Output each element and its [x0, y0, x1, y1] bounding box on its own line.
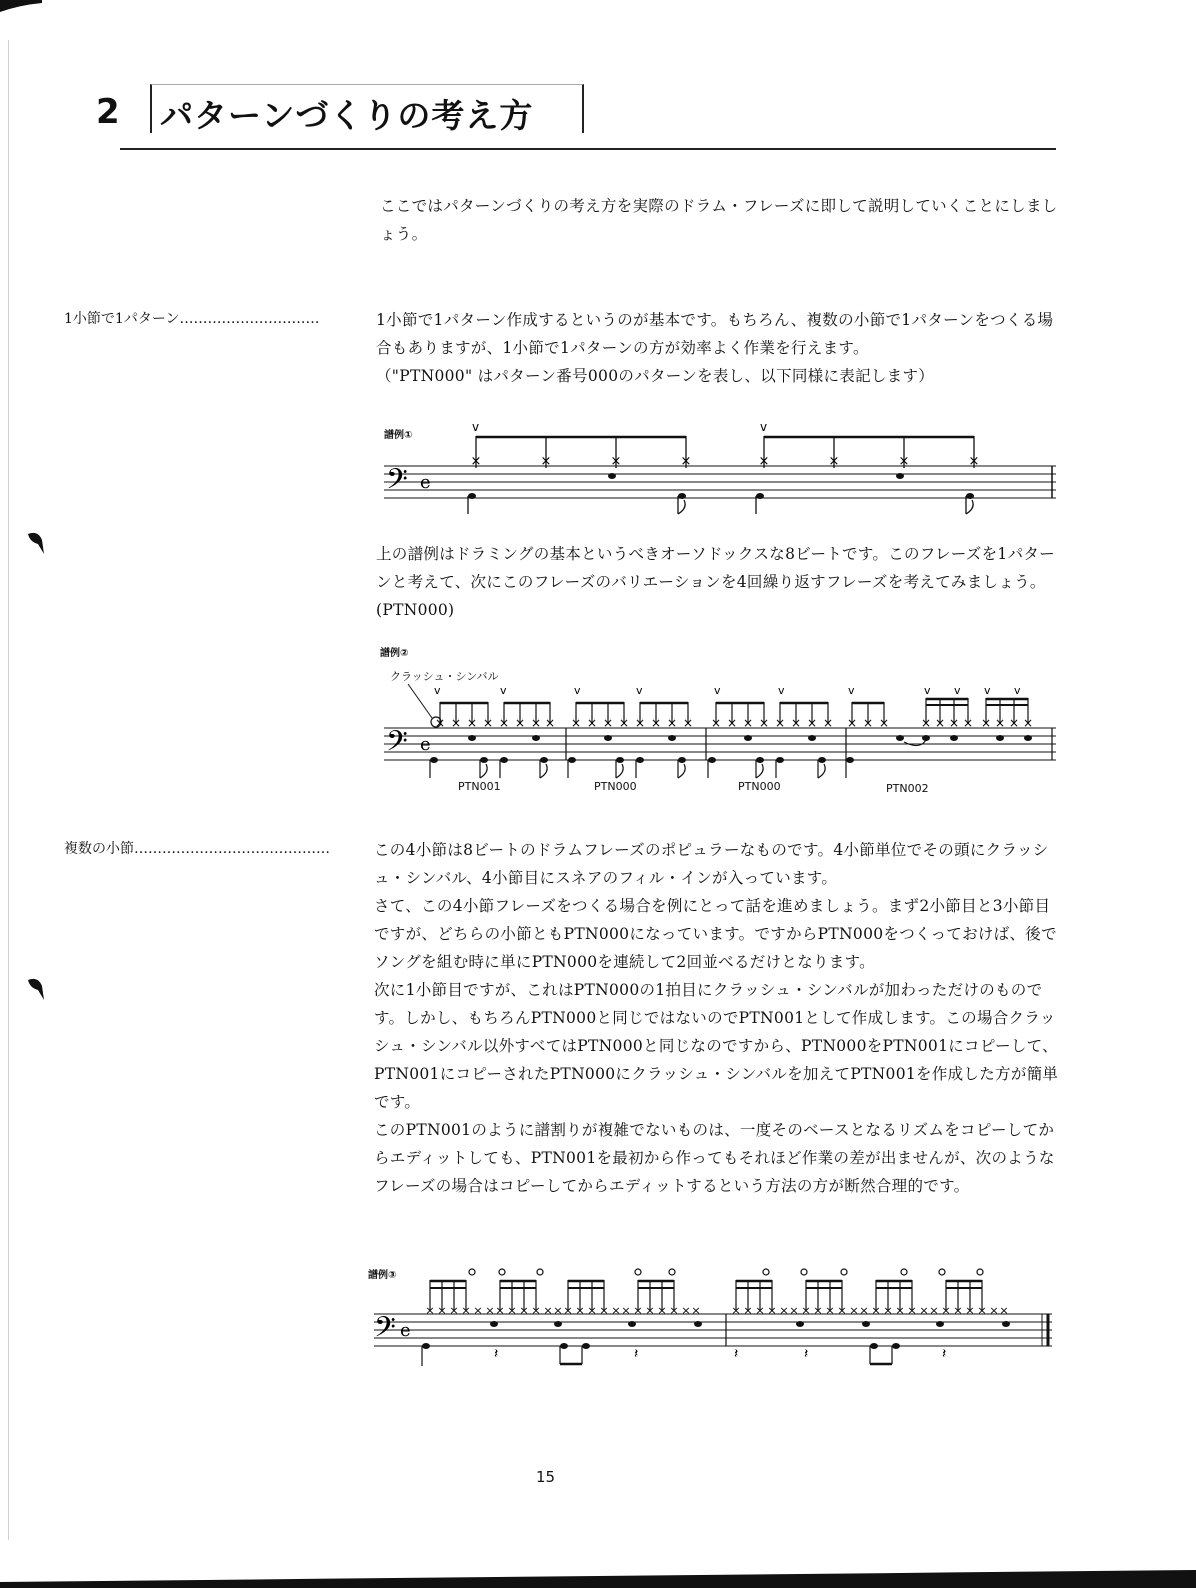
pattern-label-3: PTN000: [738, 780, 781, 793]
section-number: 2: [96, 92, 120, 132]
svg-text:×: ×: [907, 1304, 917, 1317]
score-example-1: [380, 418, 1060, 518]
svg-text:×: ×: [450, 716, 462, 730]
svg-text:×: ×: [883, 1304, 893, 1317]
svg-text:×: ×: [801, 1304, 811, 1317]
svg-text:×: ×: [789, 1304, 799, 1317]
score-example-3: [370, 1262, 1060, 1372]
svg-text:×: ×: [859, 1304, 869, 1317]
svg-text:×: ×: [731, 1304, 741, 1317]
block2-paragraph-4: このPTN001のように譜割りが複雑でないものは、一度そのベースとなるリズムをコピーしてからエディットしても、PTN001を最初から作ってもそれほど作業の差が出ませんが、次のようなフレーズの場合はコピーしてからエディットするという方法の方が断然合理的です。: [374, 1121, 1055, 1195]
svg-text:×: ×: [825, 1304, 835, 1317]
svg-text:×: ×: [941, 1304, 951, 1317]
svg-text:×: ×: [470, 454, 482, 469]
binding-hole-mark: [26, 530, 46, 556]
svg-text:v: v: [714, 684, 721, 697]
block2-text: [374, 836, 1064, 1200]
svg-text:𝄽: 𝄽: [804, 1346, 809, 1362]
svg-text:×: ×: [610, 454, 622, 469]
svg-text:×: ×: [726, 716, 738, 730]
svg-text:×: ×: [767, 1304, 777, 1317]
svg-text:v: v: [500, 684, 507, 697]
svg-text:×: ×: [498, 716, 510, 730]
svg-text:×: ×: [813, 1304, 823, 1317]
svg-text:×: ×: [543, 1304, 553, 1317]
svg-text:×: ×: [437, 1304, 447, 1317]
svg-text:×: ×: [586, 716, 598, 730]
svg-text:×: ×: [563, 1304, 573, 1317]
svg-text:×: ×: [1022, 716, 1034, 730]
svg-text:×: ×: [968, 454, 980, 469]
svg-text:×: ×: [553, 1304, 563, 1317]
svg-text:×: ×: [837, 1304, 847, 1317]
svg-text:𝄽: 𝄽: [494, 1346, 499, 1362]
svg-text:×: ×: [485, 1304, 495, 1317]
svg-text:×: ×: [495, 1304, 505, 1317]
svg-text:×: ×: [666, 716, 678, 730]
block2-paragraph-2: さて、この4小節フレーズをつくる場合を例にとって話を進めましょう。まず2小節目と3小節目ですが、どちらの小節ともPTN000になっています。ですからPTN000をつくっておけば、後でソングを組む時に単にPTN000を連続して2回並べるだけとなります。: [374, 897, 1057, 971]
binding-hole-mark: [26, 976, 46, 1002]
svg-text:×: ×: [862, 716, 874, 730]
svg-text:v: v: [574, 684, 581, 697]
side-label-one-bar: 1小節で1パターン…………………………: [64, 311, 320, 327]
svg-text:×: ×: [680, 454, 692, 469]
svg-text:×: ×: [633, 1304, 643, 1317]
svg-text:×: ×: [540, 454, 552, 469]
svg-text:×: ×: [828, 454, 840, 469]
svg-text:×: ×: [466, 716, 478, 730]
svg-text:𝄢: 𝄢: [374, 1311, 396, 1351]
svg-text:×: ×: [965, 1304, 975, 1317]
intro-paragraph: ここではパターンづくりの考え方を実際のドラム・フレーズに即して説明していくことにしましょう。: [380, 197, 1058, 243]
margin-line: [8, 40, 9, 1540]
svg-text:×: ×: [602, 716, 614, 730]
svg-text:×: ×: [473, 1304, 483, 1317]
svg-text:×: ×: [977, 1304, 987, 1317]
svg-text:×: ×: [779, 1304, 789, 1317]
scan-corner-mark: [0, 0, 42, 14]
pattern-label-4: PTN002: [886, 782, 929, 795]
svg-text:×: ×: [989, 1304, 999, 1317]
svg-text:×: ×: [519, 1304, 529, 1317]
svg-text:×: ×: [980, 716, 992, 730]
svg-text:×: ×: [634, 716, 646, 730]
svg-text:×: ×: [742, 716, 754, 730]
svg-text:×: ×: [482, 716, 494, 730]
svg-text:×: ×: [587, 1304, 597, 1317]
svg-text:×: ×: [1008, 716, 1020, 730]
block2-paragraph-3: 次に1小節目ですが、これはPTN000の1拍目にクラッシュ・シンバルが加わっただけのものです。しかし、もちろんPTN000と同じではないのでPTN001として作成します。この場合クラッシュ・シンバル以外すべてはPTN000と同じなのですから、PTN000をPTN001にコピーして、PTN001にコピーされたPTN000にクラッシュ・シンバルを加えてPTN001を作成した方が簡単です。: [374, 981, 1059, 1111]
svg-text:𝄢: 𝄢: [386, 725, 408, 765]
svg-text:×: ×: [575, 1304, 585, 1317]
page-number: 15: [536, 1468, 556, 1486]
svg-text:v: v: [954, 684, 961, 697]
svg-text:×: ×: [790, 716, 802, 730]
svg-text:×: ×: [611, 1304, 621, 1317]
svg-text:×: ×: [691, 1304, 701, 1317]
svg-text:𝄢: 𝄢: [386, 463, 408, 503]
pattern-label-1: PTN001: [458, 780, 501, 793]
svg-text:×: ×: [681, 1304, 691, 1317]
svg-text:×: ×: [621, 1304, 631, 1317]
svg-text:×: ×: [425, 1304, 435, 1317]
svg-text:×: ×: [849, 1304, 859, 1317]
svg-text:v: v: [636, 684, 643, 697]
svg-text:𝄽: 𝄽: [734, 1346, 739, 1362]
svg-text:×: ×: [758, 716, 770, 730]
svg-text:×: ×: [999, 1304, 1009, 1317]
svg-text:×: ×: [948, 716, 960, 730]
svg-text:×: ×: [682, 716, 694, 730]
svg-text:×: ×: [934, 716, 946, 730]
svg-text:×: ×: [645, 1304, 655, 1317]
svg-text:v: v: [848, 684, 855, 697]
svg-text:v: v: [984, 684, 991, 697]
svg-text:×: ×: [895, 1304, 905, 1317]
svg-text:×: ×: [531, 1304, 541, 1317]
section-title: パターンづくりの考え方: [160, 96, 534, 135]
svg-text:v: v: [778, 684, 785, 697]
svg-text:×: ×: [898, 454, 910, 469]
svg-text:×: ×: [599, 1304, 609, 1317]
svg-text:×: ×: [871, 1304, 881, 1317]
svg-text:×: ×: [657, 1304, 667, 1317]
pattern-label-2: PTN000: [594, 780, 637, 793]
svg-text:×: ×: [962, 716, 974, 730]
svg-text:e: e: [400, 1320, 411, 1341]
svg-text:×: ×: [919, 1304, 929, 1317]
block2-paragraph-1: この4小節は8ビートのドラムフレーズのポピュラーなものです。4小節単位でその頭にクラッシュ・シンバル、4小節目にスネアのフィル・インが入っています。: [374, 841, 1049, 887]
svg-text:v: v: [1014, 684, 1021, 697]
svg-text:×: ×: [618, 716, 630, 730]
svg-text:e: e: [420, 734, 431, 755]
svg-text:×: ×: [758, 454, 770, 469]
svg-text:×: ×: [806, 716, 818, 730]
svg-text:𝄽: 𝄽: [942, 1346, 947, 1362]
svg-text:×: ×: [774, 716, 786, 730]
svg-text:×: ×: [953, 1304, 963, 1317]
svg-text:×: ×: [878, 716, 890, 730]
svg-text:×: ×: [755, 1304, 765, 1317]
svg-text:𝄽: 𝄽: [634, 1346, 639, 1362]
example1-label: 譜例①: [384, 430, 413, 441]
block1-text: [376, 306, 1066, 390]
side-label-multi-bar: 複数の小節……………………………………: [64, 841, 330, 857]
svg-text:v: v: [472, 420, 480, 434]
svg-text:×: ×: [570, 716, 582, 730]
example3-label: 譜例③: [368, 1270, 397, 1281]
svg-text:×: ×: [846, 716, 858, 730]
block1-paragraph-2: （"PTN000" はパターン番号000のパターンを表し、以下同様に表記します）: [376, 367, 935, 385]
svg-text:×: ×: [461, 1304, 471, 1317]
svg-text:v: v: [760, 420, 768, 434]
svg-text:×: ×: [920, 716, 932, 730]
svg-text:×: ×: [449, 1304, 459, 1317]
svg-text:×: ×: [929, 1304, 939, 1317]
example2-label: 譜例②: [380, 648, 409, 659]
svg-text:×: ×: [994, 716, 1006, 730]
svg-text:×: ×: [822, 716, 834, 730]
after-example1-paragraph: 上の譜例はドラミングの基本というべきオーソドックスな8ビートです。このフレーズを1パターンと考えて、次にこのフレーズのバリエーションを4回繰り返すフレーズを考えてみましょう。(PTN000): [376, 545, 1055, 619]
svg-text:×: ×: [530, 716, 542, 730]
title-underline: [120, 148, 1056, 150]
svg-text:×: ×: [434, 716, 446, 730]
svg-text:×: ×: [710, 716, 722, 730]
svg-text:×: ×: [514, 716, 526, 730]
block1-paragraph-1: 1小節で1パターン作成するというのが基本です。もちろん、複数の小節で1パターンをつくる場合もありますが、1小節で1パターンの方が効率よく作業を行えます。: [376, 311, 1054, 357]
scan-bottom-edge: [0, 1566, 1196, 1588]
svg-text:×: ×: [669, 1304, 679, 1317]
svg-text:×: ×: [507, 1304, 517, 1317]
crash-cymbal-annotation: クラッシュ・シンバル: [390, 670, 499, 683]
svg-text:×: ×: [650, 716, 662, 730]
svg-text:e: e: [420, 472, 431, 493]
svg-text:×: ×: [544, 716, 556, 730]
svg-text:v: v: [434, 684, 441, 697]
svg-text:×: ×: [743, 1304, 753, 1317]
svg-text:v: v: [924, 684, 931, 697]
